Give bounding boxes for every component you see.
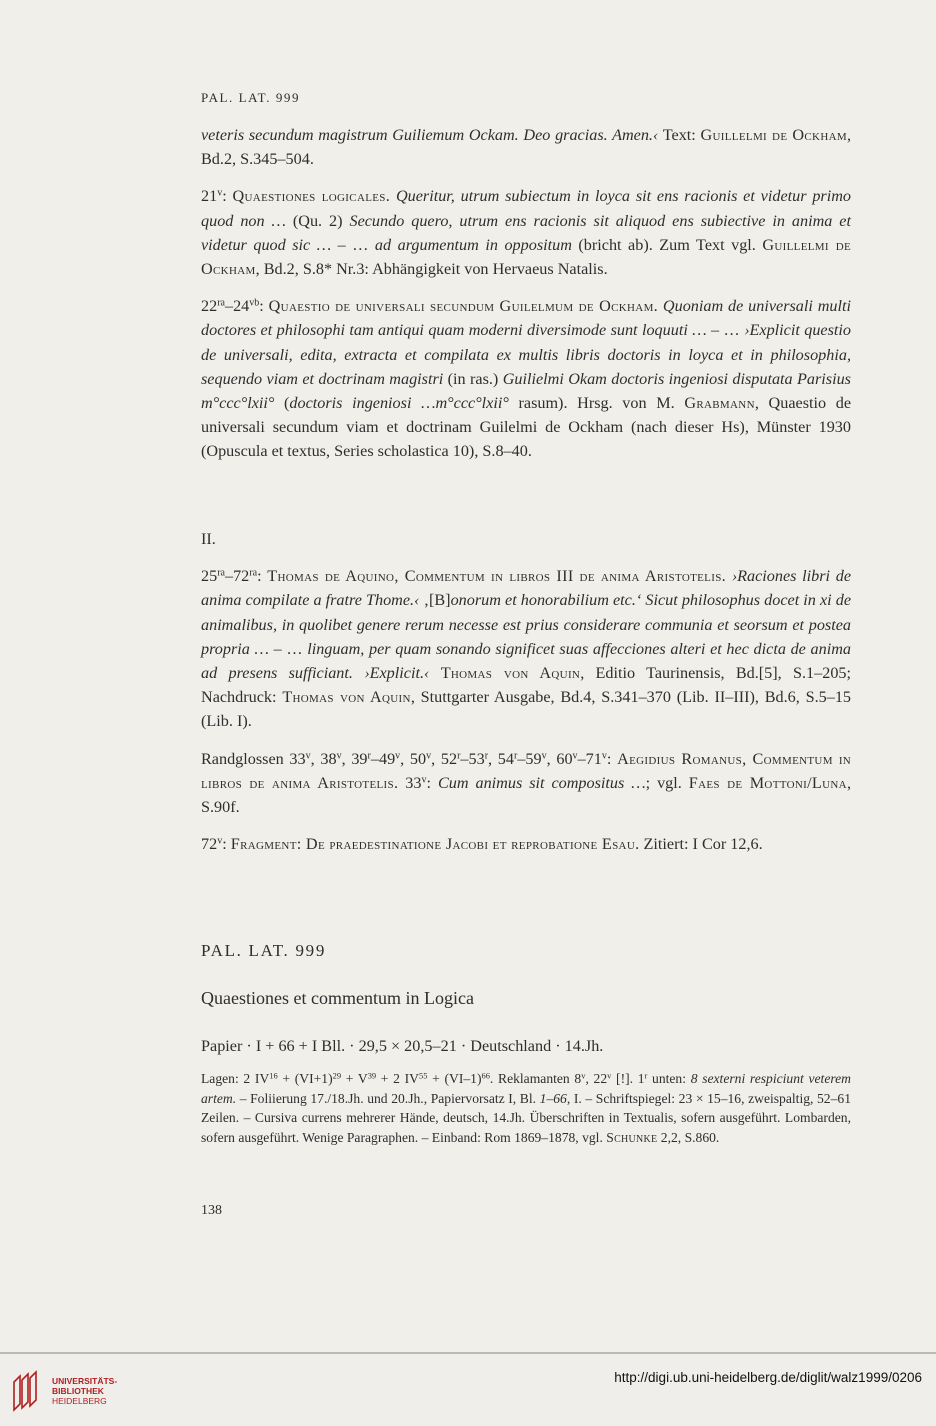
text: :: [606, 749, 618, 768]
library-name-line: UNIVERSITÄTS-: [52, 1376, 118, 1386]
text: Lagen: 2 IV: [201, 1071, 270, 1086]
text-italic: doctoris ingeniosi …m°ccc°lxii°: [289, 394, 509, 413]
text: Zitiert: I Cor 12,6.: [639, 835, 763, 854]
author-name: Thomas von Aquin: [282, 688, 411, 707]
text: , 60: [546, 749, 573, 768]
text: , Quaestio de universali secundum viam et doctrinam Guilelmi de Ockham (nach dieser Hs), Münster 1930 (Opuscula et textus, Series scholastica 10), S.8–40.: [201, 394, 852, 461]
text: + 2 IV: [376, 1071, 420, 1086]
running-head: PAL. LAT. 999: [201, 90, 301, 105]
folio-sup: r: [644, 1070, 648, 1081]
text: :: [257, 567, 268, 586]
text: (Qu. 2): [285, 211, 350, 230]
explicit: ›Explicit questio de universali, edita, extracta et compilata ex multis libris doctoris in loyca et in philosophia, sequendo viam et doctrinam magistri: [201, 321, 852, 388]
paragraph-22ra: [201, 294, 851, 463]
incipit: Cum animus sit compositus …: [437, 773, 646, 792]
folio-sup: v: [305, 750, 311, 762]
folio-ref: 21: [201, 187, 218, 206]
folio-sup: v: [607, 1070, 612, 1081]
text: [429, 664, 440, 682]
folio-ref: 72: [201, 835, 218, 854]
section-roman: II.: [201, 530, 216, 548]
text-italic: veteris secundum magistrum Guiliemum Ockam. Deo gracias. Amen.‹: [201, 126, 659, 144]
entry-block-1: [201, 123, 851, 464]
folio-sup: v: [572, 750, 578, 762]
work-title: Fragment: De praedestinatione Jacobi et reprobatione Esau.: [230, 835, 640, 854]
folio-sup: v: [426, 750, 432, 762]
text: [!]. 1: [611, 1071, 645, 1086]
paragraph-72v: [201, 832, 851, 856]
folio-sup: ra: [217, 567, 225, 579]
text: unten:: [647, 1071, 691, 1086]
text: – …: [268, 639, 308, 658]
text: ; vgl.: [645, 773, 689, 792]
text: (in ras.): [443, 369, 503, 388]
text: , I. – Schriftspiegel: 23 × 15–16, zweispaltig, 52–61 Zeilen. – Cursiva currens mehrerer Hände, deutsch, 14.Jh. Überschriften in Textualis, sofern ausgeführt. Lombarden, sofern ausgeführt. Wenige Paragraphen. – Einband: Rom 1869–1878, vgl.: [201, 1090, 851, 1145]
text: – …: [706, 321, 745, 340]
text: , 38: [310, 749, 337, 768]
work-title: Quaestiones logicales.: [232, 187, 391, 206]
quire-sup: 55: [419, 1070, 428, 1081]
text: Randglossen 33: [201, 749, 306, 768]
text: rasum). Hrsg. von M.: [508, 394, 685, 413]
shelfmark-heading: PAL. LAT. 999: [201, 941, 327, 960]
manuscript-title: Quaestiones et commentum in Logica: [201, 988, 474, 1008]
work-title: Thomas de Aquino, Commentum in libros III de anima Aristotelis.: [267, 567, 727, 586]
text: + V: [341, 1071, 368, 1086]
text: + (VI+1): [277, 1071, 333, 1086]
incipit: onorum et honorabilium etc.‘ Sicut philosophus docet in xi de animalibus, in quolibet genere rerum necesse est prius considerare communia et seorsum et postea propria …: [201, 591, 852, 658]
folio-ref: –24: [224, 297, 250, 316]
library-name: [52, 1376, 117, 1406]
text: , S.90f.: [201, 773, 851, 817]
text: –53: [460, 749, 485, 768]
folio-sup: v: [541, 750, 547, 762]
folio-sup: v: [581, 1070, 586, 1081]
folio-sup: v: [217, 187, 223, 199]
text: + (VI–1): [427, 1071, 482, 1086]
work-title: Aegidius Romanus, Commentum in libros de anima Aristotelis.: [201, 749, 852, 792]
author-name: Guillelmi de Ockham: [700, 126, 847, 144]
text: . Reklamanten 8: [489, 1071, 582, 1086]
text: –59: [517, 749, 542, 768]
text: , Bd.2, S.345–504.: [201, 126, 852, 169]
library-logo-icon: [10, 1370, 40, 1412]
author-name: Schunke: [606, 1129, 658, 1145]
explicit: linguam, per quam sonando significet suas affecciones alteri et hec dicta de anima ad presens sufficiant. ›Explicit.‹: [201, 639, 852, 683]
text: 2,2, S.860.: [657, 1129, 720, 1145]
text-italic: 1–66: [539, 1090, 567, 1106]
folio-sup: v: [395, 750, 401, 762]
explicit: ad argumentum in oppositum: [374, 235, 572, 254]
text: , 50: [400, 749, 427, 768]
folio-sup: vb: [249, 297, 260, 309]
author-name: Guillelmi de Ockham: [201, 235, 852, 279]
rubric: ›Raciones libri de anima compilate a fratre Thome.‹: [201, 567, 852, 610]
text: – Foliierung 17./18.Jh. und 20.Jh., Papiervorsatz I, Bl.: [236, 1090, 540, 1106]
text: , 52: [431, 749, 458, 768]
paragraph-21v: [201, 184, 851, 281]
text: :: [259, 297, 269, 316]
manuscript-summary: [201, 1034, 851, 1058]
library-name-line: BIBLIOTHEK: [52, 1386, 104, 1396]
quire-sup: 16: [269, 1070, 278, 1081]
text: , Bd.2, S.8* Nr.3: Abhängigkeit von Hervaeus Natalis.: [255, 260, 608, 279]
text: , 22: [585, 1071, 608, 1086]
text: :: [426, 773, 438, 792]
text-italic: 8 sexterni respiciunt veterem artem.: [201, 1071, 851, 1106]
folio-sup: v: [421, 774, 427, 786]
paragraph-25ra: [201, 564, 851, 733]
library-name-line: HEIDELBERG: [52, 1396, 107, 1406]
text: , Stuttgarter Ausgabe, Bd.4, S.341–370 (Lib. II–III), Bd.6, S.5–15 (Lib. I).: [201, 688, 852, 731]
folio-sup: ra: [217, 297, 225, 309]
text: , 39: [341, 749, 368, 768]
explicit: Guilielmi Okam doctoris ingeniosi disputata Parisius m°ccc°lxii°: [201, 369, 851, 413]
page-number: 138: [201, 1203, 222, 1218]
codicology-description: [201, 1069, 851, 1147]
quire-sup: 39: [367, 1070, 377, 1081]
quire-sup: 29: [332, 1070, 342, 1081]
footer-divider: [0, 1352, 936, 1354]
folio-sup: r: [484, 750, 489, 762]
entry-block-2: [201, 527, 851, 856]
folio-ref: –72: [224, 567, 250, 586]
folio-sup: v: [336, 750, 342, 762]
folio-sup: v: [217, 835, 223, 847]
text: – …: [331, 235, 375, 254]
text: –71: [577, 749, 602, 768]
text: :: [222, 835, 231, 854]
folio-sup: r: [367, 750, 371, 762]
text: :: [222, 187, 233, 206]
quire-sup: 66: [481, 1070, 490, 1081]
folio-sup: ra: [249, 567, 258, 579]
summary-line: Papier · I + 66 + I Bll. · 29,5 × 20,5–21 · Deutschland · 14.Jh.: [201, 1037, 604, 1055]
footer-bar: [0, 1352, 936, 1426]
text: –49: [370, 749, 396, 768]
folio-sup: r: [513, 750, 518, 762]
folio-sup: r: [457, 750, 461, 762]
text: 33: [398, 773, 422, 792]
incipit: Queritur, utrum subiectum in loyca sit ens racionis et videtur primo quod non …: [201, 187, 851, 230]
text: , Editio Taurinensis, Bd.[5], S.1–205; Nachdruck:: [201, 664, 852, 707]
text: Text:: [658, 126, 701, 144]
paragraph-randglossen: [201, 747, 851, 820]
work-title: Quaestio de universali secundum Guilelmum de Ockham.: [268, 297, 659, 316]
author-name: Thomas von Aquin: [440, 664, 581, 683]
text: , 54: [488, 749, 514, 768]
folio-ref: 22: [201, 297, 218, 316]
incipit: Quoniam de universali multi doctores et philosophi tam antiqui quam moderni diversimode sunt loquuti …: [201, 297, 852, 340]
source-url[interactable]: http://digi.ub.uni-heidelberg.de/diglit/walz1999/0206: [614, 1370, 922, 1385]
folio-sup: v: [601, 750, 607, 762]
folio-ref: 25: [201, 567, 218, 586]
paragraph-continuation: [201, 123, 851, 171]
text: ‚[B]: [419, 591, 451, 610]
author-name: Faes de Mottoni/Luna: [688, 773, 847, 792]
text: (: [274, 394, 290, 413]
author-name: Grabmann: [684, 394, 755, 413]
text: (bricht ab). Zum Text vgl.: [571, 235, 763, 254]
incipit: Secundo quero, utrum ens racionis sit aliquod ens subiective in anima et videtur quod sic …: [201, 211, 851, 254]
